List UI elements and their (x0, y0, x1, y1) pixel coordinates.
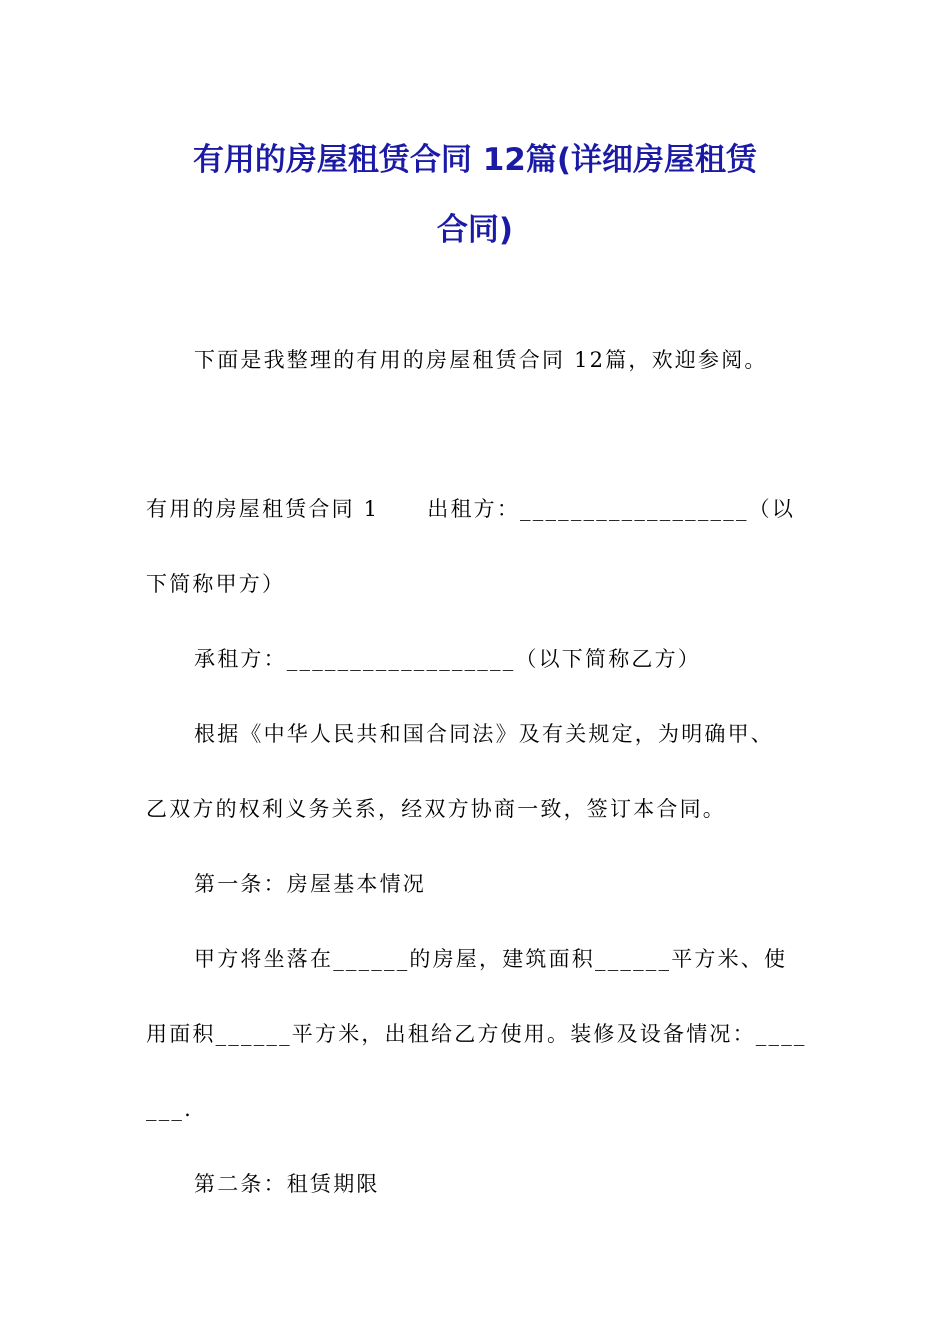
document-title-line-2: 合同) (436, 212, 514, 248)
lessor-field: 出租方：__________________（以 (427, 497, 796, 521)
contract-1-heading: 有用的房屋租赁合同 1 (146, 497, 380, 521)
article-2-title: 第二条：租赁期限 (194, 1172, 380, 1196)
article-1-line-1: 甲方将坐落在______的房屋，建筑面积______平方米、使 (194, 947, 788, 971)
document-title-line-1: 有用的房屋租赁合同 12篇(详细房屋租赁 (192, 142, 758, 178)
lessee-field: 承租方：__________________（以下简称乙方） (194, 647, 701, 671)
lessor-continuation: 下简称甲方） (146, 572, 286, 596)
basis-paragraph-line-2: 乙双方的权利义务关系，经双方协商一致，签订本合同。 (146, 797, 726, 821)
article-1-line-2: 用面积______平方米，出租给乙方使用。装修及设备情况：____ (146, 1022, 807, 1046)
intro-paragraph: 下面是我整理的有用的房屋租赁合同 12篇，欢迎参阅。 (194, 348, 768, 372)
contract-1-first-line (146, 495, 795, 523)
basis-paragraph-line-1: 根据《中华人民共和国合同法》及有关规定，为明确甲、 (194, 722, 774, 746)
article-1-title: 第一条：房屋基本情况 (194, 872, 426, 896)
article-1-line-3: ___. (146, 1097, 193, 1121)
